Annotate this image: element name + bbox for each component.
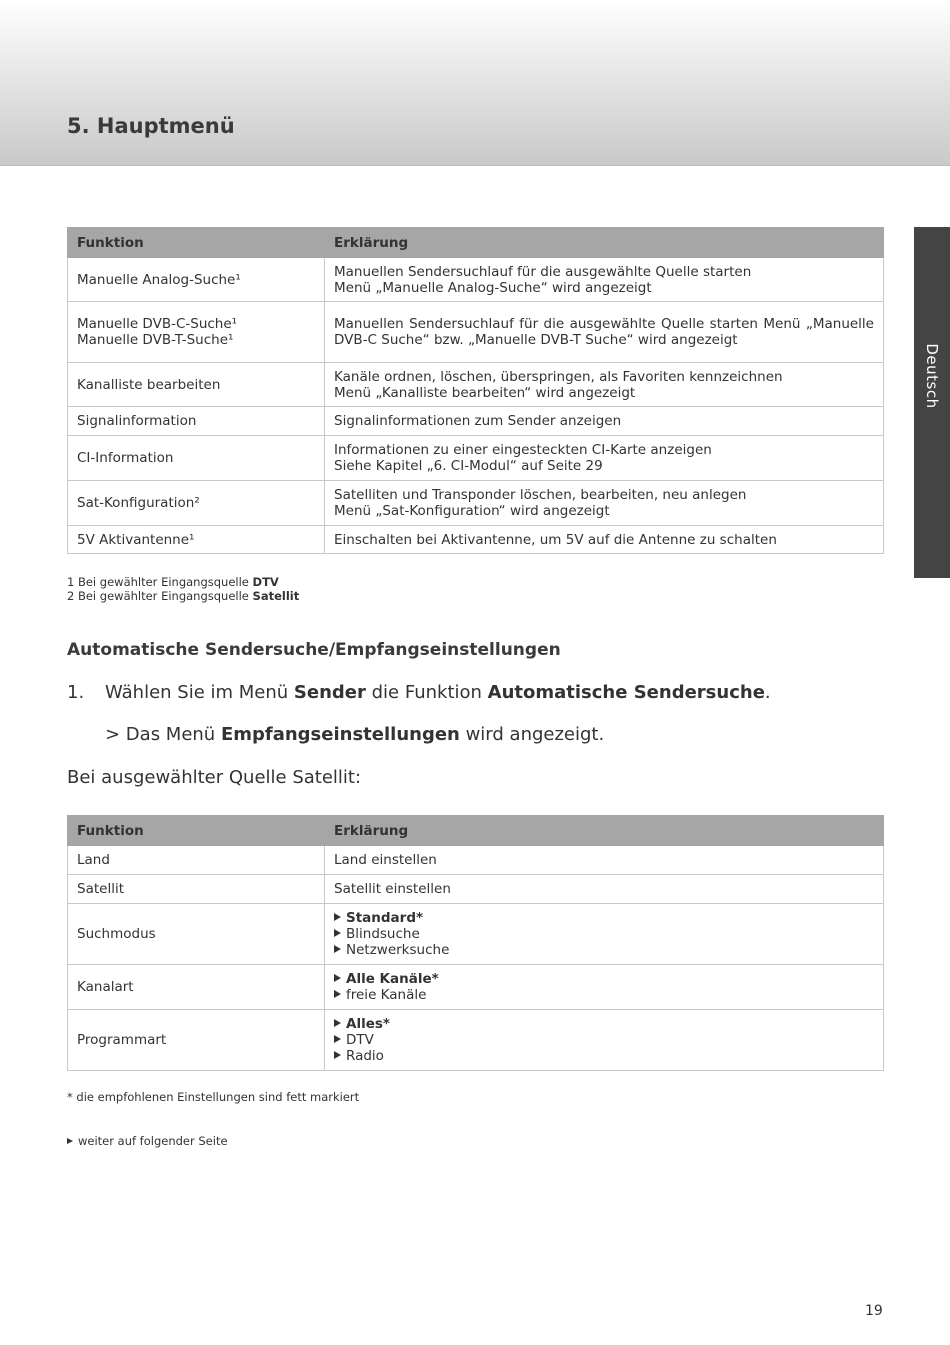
cell-funktion: [68, 363, 325, 407]
cell-funktion: Land: [68, 846, 325, 875]
step-text: .: [764, 682, 771, 703]
continue-text: weiter auf folgender Seite: [78, 1134, 228, 1148]
cell-text: Menü „Kanalliste bearbeiten“ wird angezeigt: [334, 384, 636, 401]
cell-erklaerung: [325, 481, 884, 526]
cell-text: Siehe Kapitel „6. CI-Modul“ auf Seite 29: [334, 458, 603, 474]
cell-funktion: Satellit: [68, 875, 325, 904]
column-header-erklaerung: Erklärung: [325, 816, 884, 846]
table-row: [68, 846, 884, 875]
cell-text: Menü „Manuelle Analog-Suche“ wird angezeigt: [334, 279, 652, 296]
step-result: [105, 724, 604, 745]
cell-options: [325, 1010, 884, 1071]
cell-text: Manuelle DVB-T-Suche¹: [77, 332, 234, 348]
column-header-funktion: Funktion: [68, 816, 325, 846]
option-item: Alle Kanäle*: [334, 971, 874, 987]
step-text: Wählen Sie im Menü: [105, 682, 294, 703]
table-row: [68, 481, 884, 526]
cell-erklaerung: [325, 258, 884, 302]
cell-text: Manuelle DVB-C-Suche¹: [77, 316, 238, 332]
option-item: Alles*: [334, 1016, 874, 1032]
column-header-erklaerung: Erklärung: [325, 228, 884, 258]
recommendation-note: * die empfohlenen Einstellungen sind fett markiert: [67, 1090, 360, 1104]
table-row: [68, 965, 884, 1010]
header-band: [0, 0, 950, 166]
cell-erklaerung: Satellit einstellen: [325, 875, 884, 904]
table-row: [68, 904, 884, 965]
table-row: [68, 526, 884, 554]
cell-text: Manuellen Sendersuchlauf für die ausgewählte Quelle starten Menü „Manuelle DVB-C Suche“ bzw. „Manuelle DVB-T Suche“ wird angezeigt: [334, 316, 874, 348]
result-text: wird angezeigt.: [459, 724, 605, 745]
step-bold: Automatische Sendersuche: [487, 682, 765, 703]
cell-text: 5V Aktivantenne¹: [77, 531, 195, 548]
footnote-bold: Satellit: [252, 589, 300, 603]
cell-text: Kanäle ordnen, löschen, überspringen, als Favoriten kennzeichnen: [334, 368, 783, 385]
function-table: [67, 227, 884, 554]
cell-text: Informationen zu einer eingesteckten CI-Karte anzeigen: [334, 442, 712, 458]
cell-erklaerung: [325, 526, 884, 554]
cell-funktion: [68, 407, 325, 436]
result-text: > Das Menü: [105, 724, 221, 745]
cell-erklaerung: [325, 436, 884, 481]
cell-text: Manuellen Sendersuchlauf für die ausgewählte Quelle starten: [334, 263, 752, 280]
side-tab: [914, 227, 950, 578]
footnote: [67, 575, 299, 589]
cell-options: [325, 904, 884, 965]
intro-text: Bei ausgewählter Quelle Satellit:: [67, 767, 362, 788]
cell-text: Menü „Sat-Konfiguration“ wird angezeigt: [334, 503, 610, 519]
footnotes: [67, 575, 299, 603]
cell-text: Manuelle Analog-Suche¹: [77, 271, 241, 288]
cell-text: Signalinformation: [77, 413, 197, 429]
continue-note: [67, 1134, 228, 1148]
cell-funktion: Programmart: [68, 1010, 325, 1071]
table-header-row: [68, 816, 884, 846]
instruction-step: [67, 682, 771, 703]
table-row: [68, 302, 884, 363]
table-header-row: [68, 228, 884, 258]
step-number: 1.: [67, 682, 85, 703]
column-header-funktion: Funktion: [68, 228, 325, 258]
side-tab-label: Deutsch: [923, 343, 941, 409]
table-row: [68, 407, 884, 436]
section-heading: Automatische Sendersuche/Empfangseinstellungen: [67, 640, 561, 660]
triangle-right-icon: [67, 1138, 73, 1144]
footnote-text: 2 Bei gewählter Eingangsquelle: [67, 589, 253, 603]
option-item: Netzwerksuche: [334, 942, 874, 958]
cell-options: [325, 965, 884, 1010]
step-bold: Sender: [293, 682, 366, 703]
option-item: Blindsuche: [334, 926, 874, 942]
cell-text: Satelliten und Transponder löschen, bearbeiten, neu anlegen: [334, 487, 747, 503]
cell-text: Einschalten bei Aktivantenne, um 5V auf die Antenne zu schalten: [334, 531, 777, 548]
table-row: [68, 875, 884, 904]
option-item: freie Kanäle: [334, 987, 874, 1003]
option-item: DTV: [334, 1032, 874, 1048]
cell-funktion: [68, 526, 325, 554]
cell-text: Signalinformationen zum Sender anzeigen: [334, 413, 622, 429]
page-title: 5. Hauptmenü: [67, 114, 235, 138]
cell-erklaerung: [325, 302, 884, 363]
cell-erklaerung: Land einstellen: [325, 846, 884, 875]
cell-text: CI-Information: [77, 450, 174, 466]
settings-table: [67, 815, 884, 1071]
page-number: 19: [865, 1303, 883, 1319]
cell-text: Sat-Konfiguration²: [77, 495, 200, 511]
option-item: Radio: [334, 1048, 874, 1064]
cell-funktion: [68, 436, 325, 481]
footnote: [67, 589, 299, 603]
result-bold: Empfangseinstellungen: [220, 724, 460, 745]
table-row: [68, 363, 884, 407]
footnote-bold: DTV: [252, 575, 279, 589]
cell-erklaerung: [325, 363, 884, 407]
cell-funktion: [68, 302, 325, 363]
option-item: Standard*: [334, 910, 874, 926]
table-row: [68, 258, 884, 302]
cell-funktion: [68, 258, 325, 302]
table-row: [68, 436, 884, 481]
cell-funktion: [68, 481, 325, 526]
cell-funktion: Suchmodus: [68, 904, 325, 965]
footnote-text: 1 Bei gewählter Eingangsquelle: [67, 575, 253, 589]
step-text: die Funktion: [365, 682, 488, 703]
table-row: [68, 1010, 884, 1071]
cell-funktion: Kanalart: [68, 965, 325, 1010]
cell-erklaerung: [325, 407, 884, 436]
cell-text: Kanalliste bearbeiten: [77, 376, 221, 393]
